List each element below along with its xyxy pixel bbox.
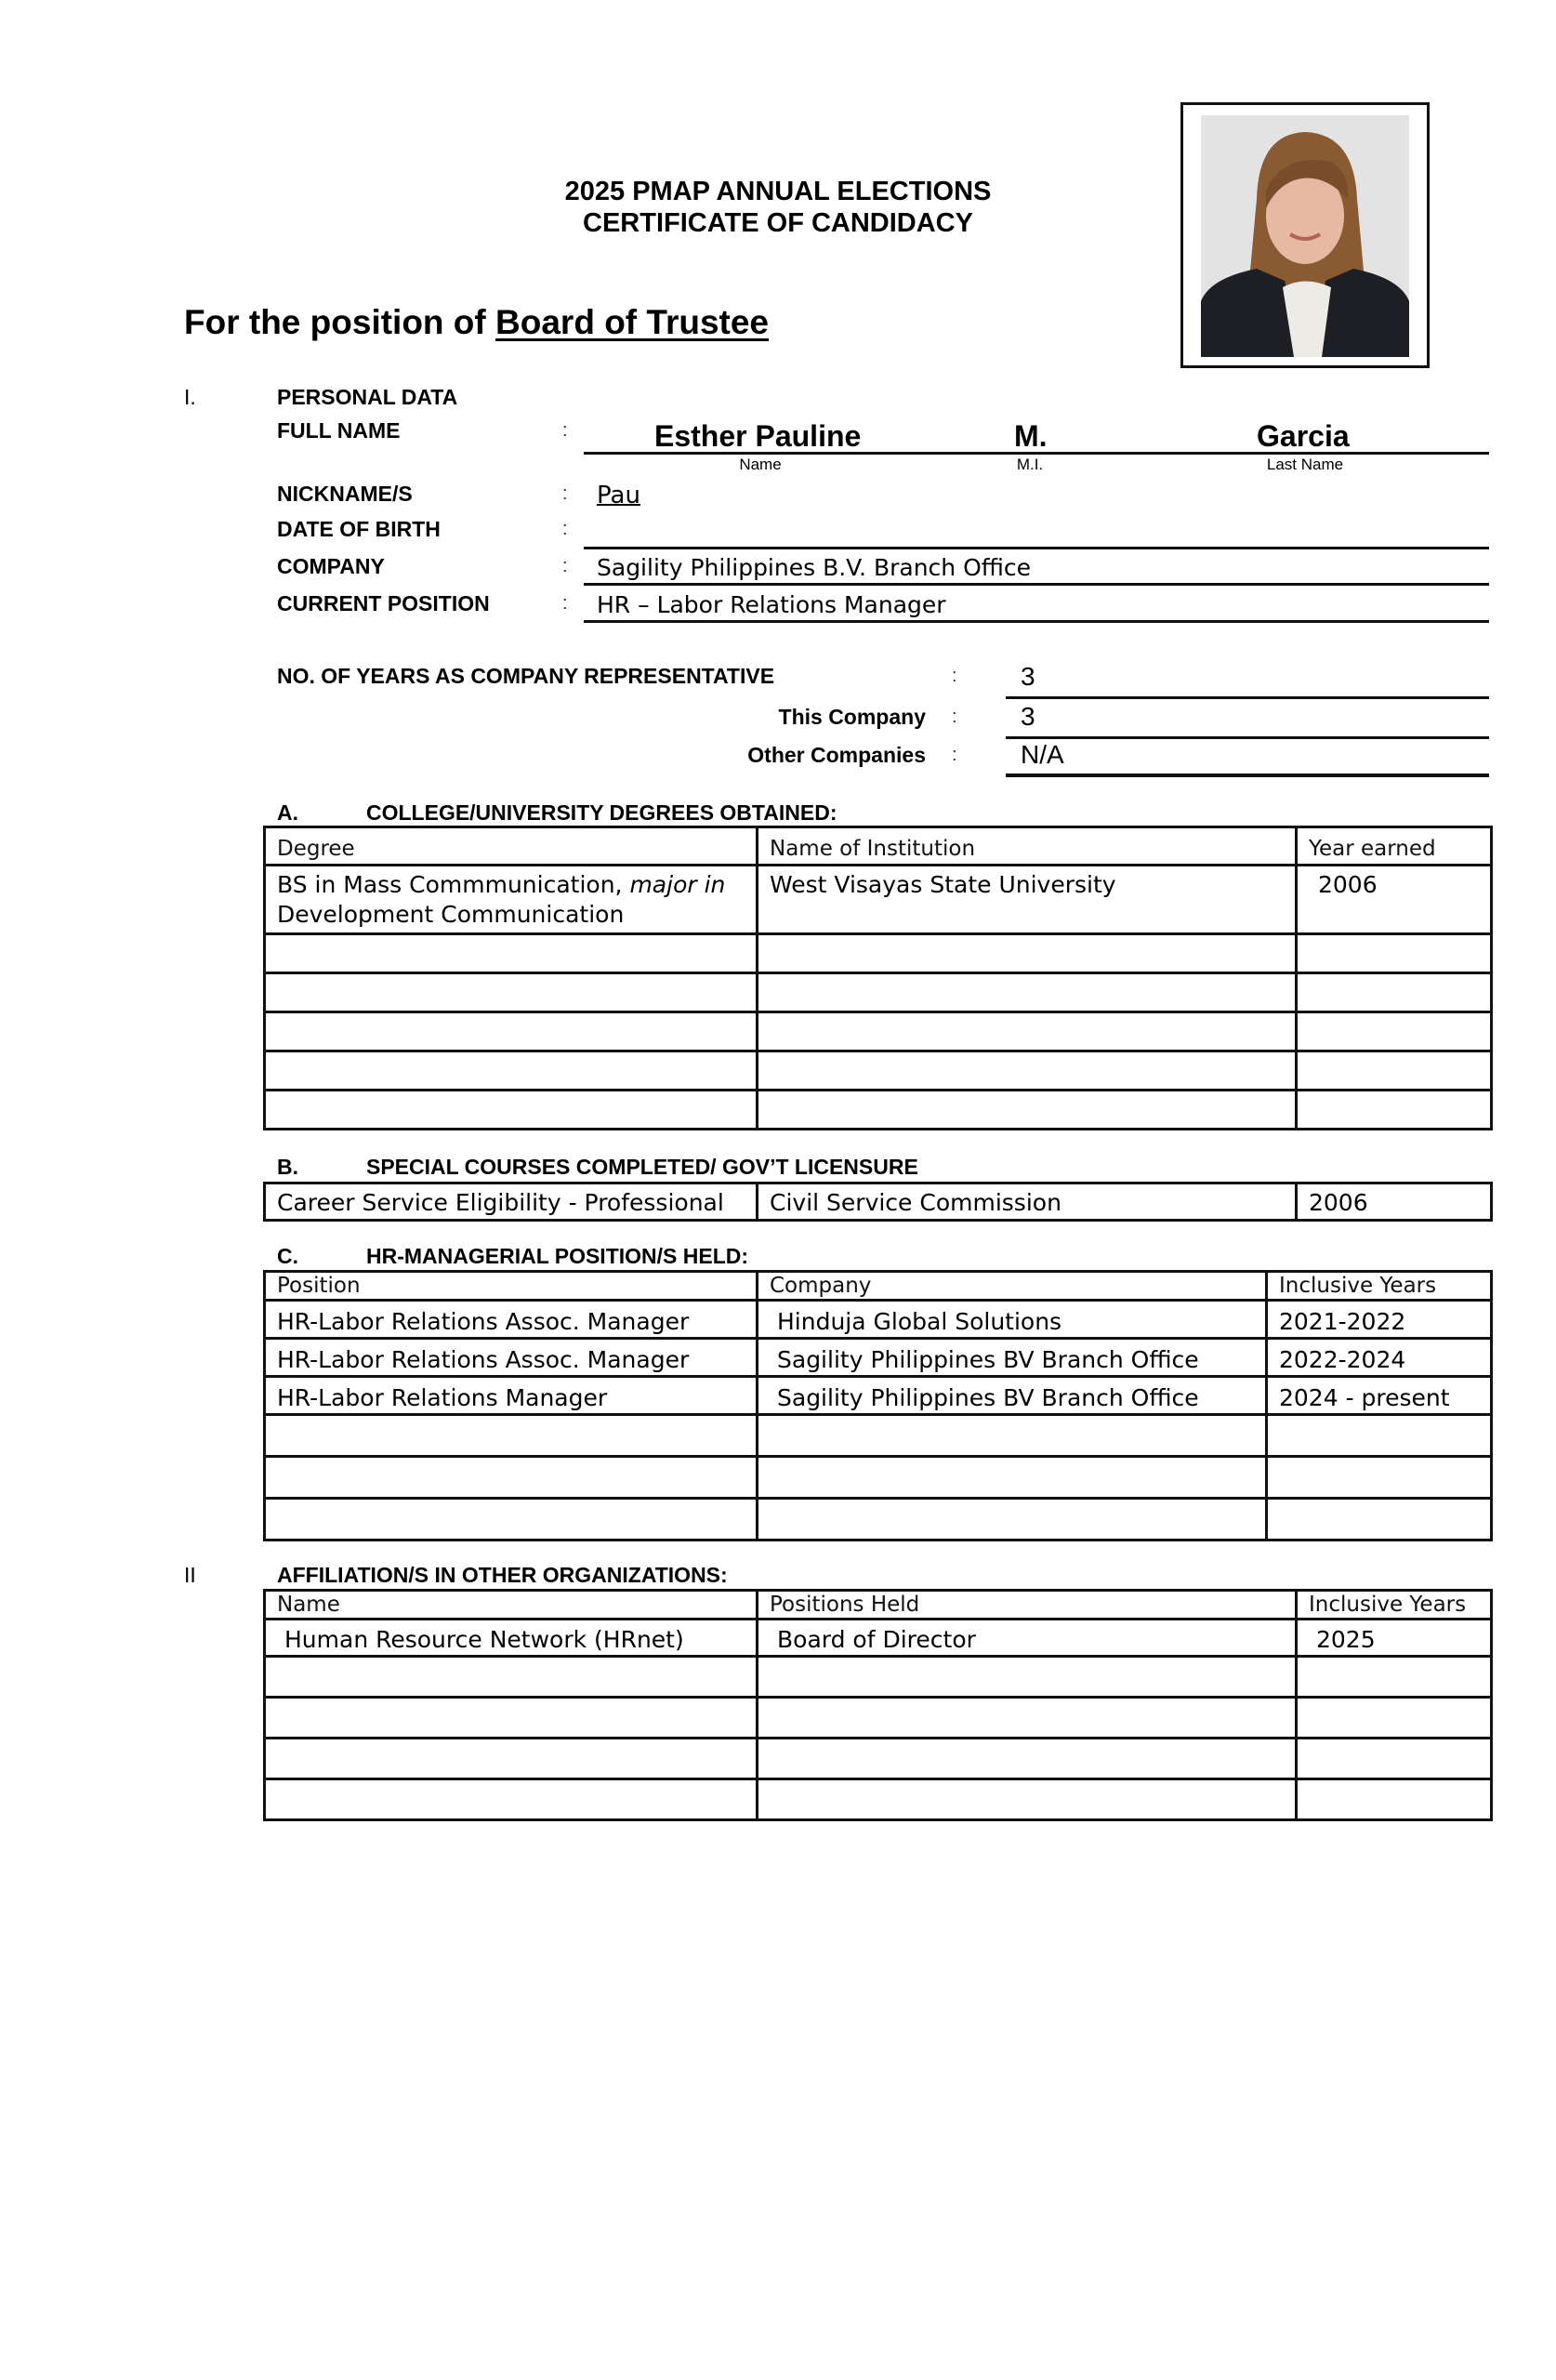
org-name-cell[interactable] — [265, 1779, 758, 1820]
position-cell[interactable]: HR-Labor Relations Assoc. Manager — [265, 1301, 758, 1339]
table-row — [265, 1301, 1492, 1339]
position-header: Position — [265, 1272, 758, 1301]
affiliation-years-cell[interactable]: 2025 — [1297, 1620, 1492, 1657]
section-number-affiliations: II — [184, 1563, 196, 1587]
org-name-cell[interactable] — [265, 1739, 758, 1779]
company-cell[interactable] — [758, 1457, 1267, 1499]
positions-held-cell[interactable] — [758, 1739, 1297, 1779]
last-name-sublabel: Last Name — [1266, 456, 1344, 473]
institution-cell[interactable] — [758, 1051, 1297, 1091]
affiliation-years-cell[interactable] — [1297, 1698, 1492, 1739]
inclusive-years-header: Inclusive Years — [1267, 1272, 1492, 1301]
other-companies-underline — [1006, 774, 1489, 777]
table-row — [265, 1339, 1492, 1377]
affiliation-years-header: Inclusive Years — [1297, 1591, 1492, 1620]
affiliations-title: AFFILIATION/S IN OTHER ORGANIZATIONS: — [277, 1563, 728, 1587]
table-row-empty — [265, 1698, 1492, 1739]
form-header-title: 2025 PMAP ANNUAL ELECTIONS — [564, 177, 992, 206]
company-cell[interactable] — [758, 1499, 1267, 1540]
form-header-subtitle: CERTIFICATE OF CANDIDACY — [583, 208, 973, 238]
year-earned-cell[interactable] — [1297, 934, 1492, 973]
dob-label: DATE OF BIRTH — [277, 517, 441, 541]
positions-held-cell[interactable] — [758, 1779, 1297, 1820]
table-row-empty — [265, 1012, 1492, 1051]
years-cell[interactable]: 2021-2022 — [1267, 1301, 1492, 1339]
other-companies-field[interactable]: N/A — [1021, 740, 1064, 769]
table-row — [265, 1183, 1492, 1221]
company-colon: : — [562, 556, 568, 576]
positions-table — [263, 1270, 1493, 1541]
course-cell[interactable]: Career Service Eligibility - Professional — [265, 1183, 758, 1221]
company-cell[interactable]: Sagility Philippines BV Branch Office — [758, 1339, 1267, 1377]
position-cell[interactable]: HR-Labor Relations Assoc. Manager — [265, 1339, 758, 1377]
position-prefix: For the position of — [184, 303, 496, 341]
issuer-cell[interactable]: Civil Service Commission — [758, 1183, 1297, 1221]
full-name-underline — [584, 452, 1489, 455]
this-company-field[interactable]: 3 — [1021, 702, 1035, 731]
institution-cell[interactable] — [758, 973, 1297, 1012]
nickname-field[interactable]: Pau — [597, 482, 640, 509]
years-cell[interactable] — [1267, 1457, 1492, 1499]
table-row-empty — [265, 973, 1492, 1012]
table-row-empty — [265, 1415, 1492, 1457]
degree-text: BS in Mass Commmunication, — [277, 871, 630, 898]
degree-header: Degree — [265, 827, 758, 866]
degrees-title: COLLEGE/UNIVERSITY DEGREES OBTAINED: — [366, 800, 837, 825]
years-cell[interactable] — [1267, 1415, 1492, 1457]
positions-letter: C. — [277, 1244, 298, 1268]
year-earned-header: Year earned — [1297, 827, 1492, 866]
degree-major-text: major in — [629, 871, 726, 898]
year-earned-cell[interactable] — [1297, 1091, 1492, 1130]
dob-underline — [584, 547, 1489, 549]
degree-cell[interactable] — [265, 1051, 758, 1091]
current-position-field[interactable]: HR – Labor Relations Manager — [597, 591, 946, 618]
degree-cell[interactable] — [265, 973, 758, 1012]
current-position-underline — [584, 620, 1489, 623]
table-row-empty — [265, 1457, 1492, 1499]
years-total-colon: : — [952, 666, 957, 686]
this-company-label: This Company — [778, 705, 926, 729]
positions-held-cell[interactable] — [758, 1657, 1297, 1698]
company-cell[interactable]: Hinduja Global Solutions — [758, 1301, 1267, 1339]
org-name-header: Name — [265, 1591, 758, 1620]
affiliations-table — [263, 1589, 1493, 1821]
last-name-field[interactable]: Garcia — [1257, 419, 1350, 453]
company-label: COMPANY — [277, 554, 385, 578]
table-row-empty — [265, 1051, 1492, 1091]
table-header-row — [265, 1272, 1492, 1301]
courses-letter: B. — [277, 1155, 298, 1179]
table-row-empty — [265, 934, 1492, 973]
company-field[interactable]: Sagility Philippines B.V. Branch Office — [597, 554, 1032, 581]
table-row-empty — [265, 1739, 1492, 1779]
year-earned-cell[interactable] — [1297, 1051, 1492, 1091]
this-company-colon: : — [952, 707, 957, 727]
positions-held-cell[interactable]: Board of Director — [758, 1620, 1297, 1657]
positions-title: HR-MANAGERIAL POSITION/S HELD: — [366, 1244, 749, 1268]
years-cell[interactable]: 2022-2024 — [1267, 1339, 1492, 1377]
courses-title: SPECIAL COURSES COMPLETED/ GOV’T LICENSURE — [366, 1155, 918, 1179]
table-header-row — [265, 827, 1492, 866]
year-earned-cell[interactable]: 2006 — [1297, 866, 1492, 934]
other-companies-label: Other Companies — [747, 743, 926, 767]
years-total-field[interactable]: 3 — [1021, 662, 1035, 691]
years-cell[interactable] — [1267, 1499, 1492, 1540]
org-name-cell[interactable] — [265, 1698, 758, 1739]
nickname-label: NICKNAME/S — [277, 482, 413, 506]
year-earned-cell[interactable] — [1297, 1012, 1492, 1051]
degree-cell[interactable] — [265, 1091, 758, 1130]
positions-held-cell[interactable] — [758, 1698, 1297, 1739]
position-value: Board of Trustee — [495, 303, 770, 341]
degrees-letter: A. — [277, 800, 298, 825]
table-header-row — [265, 1591, 1492, 1620]
middle-initial-field[interactable]: M. — [1014, 419, 1048, 453]
year-earned-cell[interactable] — [1297, 973, 1492, 1012]
full-name-colon: : — [562, 420, 568, 441]
company-header: Company — [758, 1272, 1267, 1301]
table-row-empty — [265, 1779, 1492, 1820]
other-companies-colon: : — [952, 745, 957, 765]
years-representative-label: NO. OF YEARS AS COMPANY REPRESENTATIVE — [277, 664, 775, 688]
affiliation-years-cell[interactable] — [1297, 1739, 1492, 1779]
position-cell[interactable]: HR-Labor Relations Manager — [265, 1377, 758, 1415]
candidate-photo — [1201, 115, 1409, 357]
full-name-label: FULL NAME — [277, 418, 401, 443]
dob-colon: : — [562, 519, 568, 539]
years-cell[interactable]: 2024 - present — [1267, 1377, 1492, 1415]
section-number-personal: I. — [184, 385, 196, 409]
table-row-empty — [265, 1091, 1492, 1130]
company-underline — [584, 583, 1489, 586]
degree-cell[interactable] — [265, 866, 758, 934]
table-row — [265, 1620, 1492, 1657]
institution-cell[interactable] — [758, 1012, 1297, 1051]
company-cell[interactable]: Sagility Philippines BV Branch Office — [758, 1377, 1267, 1415]
first-name-field[interactable]: Esther Pauline — [654, 419, 862, 453]
section-title-personal: PERSONAL DATA — [277, 385, 458, 409]
org-name-cell[interactable] — [265, 1657, 758, 1698]
years-total-underline — [1006, 696, 1489, 699]
degrees-table — [263, 826, 1493, 1130]
institution-cell[interactable] — [758, 934, 1297, 973]
table-row — [265, 1377, 1492, 1415]
courses-table — [263, 1182, 1493, 1222]
table-row-empty — [265, 1499, 1492, 1540]
middle-initial-sublabel: M.I. — [1016, 456, 1044, 473]
table-row — [265, 866, 1492, 934]
table-row-empty — [265, 1657, 1492, 1698]
first-name-sublabel: Name — [739, 456, 782, 473]
candidate-photo-frame — [1180, 102, 1430, 368]
institution-cell[interactable]: West Visayas State University — [758, 866, 1297, 934]
current-position-label: CURRENT POSITION — [277, 591, 490, 615]
nickname-colon: : — [562, 483, 568, 504]
position-cell[interactable] — [265, 1499, 758, 1540]
positions-held-header: Positions Held — [758, 1591, 1297, 1620]
affiliation-years-cell[interactable] — [1297, 1657, 1492, 1698]
company-cell[interactable] — [758, 1415, 1267, 1457]
degree-major-name: Development Communication — [277, 901, 625, 928]
position-heading — [184, 303, 769, 342]
institution-cell[interactable] — [758, 1091, 1297, 1130]
degree-cell[interactable] — [265, 1012, 758, 1051]
org-name-cell[interactable]: Human Resource Network (HRnet) — [265, 1620, 758, 1657]
course-year-cell[interactable]: 2006 — [1297, 1183, 1492, 1221]
this-company-underline — [1006, 736, 1489, 739]
degree-cell[interactable] — [265, 934, 758, 973]
position-cell[interactable] — [265, 1457, 758, 1499]
portrait-icon — [1201, 115, 1409, 357]
affiliation-years-cell[interactable] — [1297, 1779, 1492, 1820]
institution-header: Name of Institution — [758, 827, 1297, 866]
position-cell[interactable] — [265, 1415, 758, 1457]
current-position-colon: : — [562, 593, 568, 614]
